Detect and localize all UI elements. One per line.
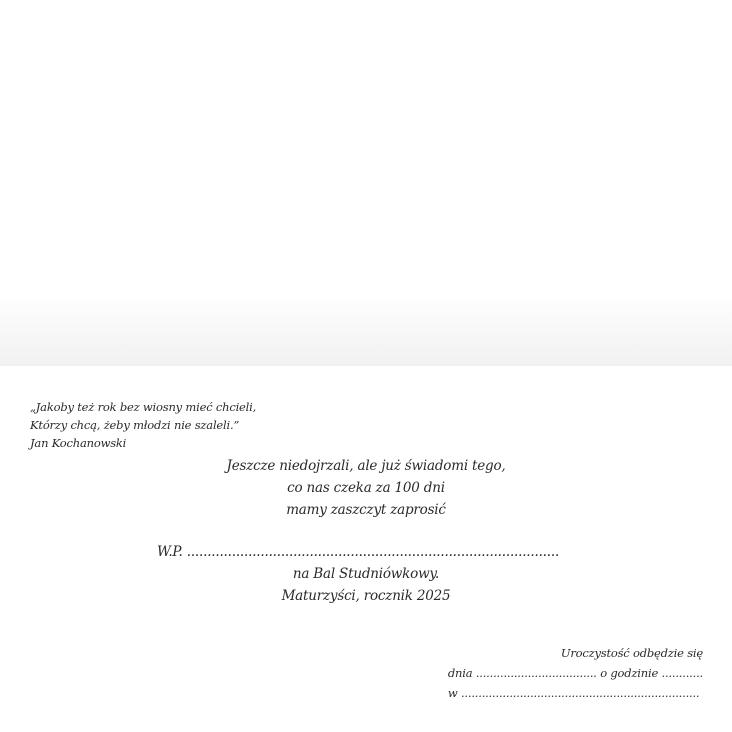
intro-text [0,455,732,521]
invite-text [0,563,732,607]
intro-line-1: Jeszcze niedojrzali, ale już świadomi tego, [226,458,506,474]
epigraph-quote [30,398,256,452]
invite-line-1: na Bal Studniówkowy. [292,566,440,582]
quote-author: Jan Kochanowski [30,436,127,450]
details-place-line: w ..................................................................... [447,686,700,700]
quote-line-1: „Jakoby też rok bez wiosny mieć chcieli, [30,400,257,414]
intro-line-2: co nas czeka za 100 dni [287,480,445,496]
addressee-line: W.P. ........................................................................................... [157,544,560,560]
details-heading: Uroczystość odbędzie się [560,646,703,660]
intro-line-3: mamy zaszczyt zaprosić [286,502,446,518]
event-details [448,643,703,703]
details-date-time-line: dnia ................................... o godzinie ............ [447,666,703,680]
invite-signature: Maturzyści, rocznik 2025 [281,588,451,604]
quote-line-2: Którzy chcą, żeby młodzi nie szaleli.” [30,418,240,432]
